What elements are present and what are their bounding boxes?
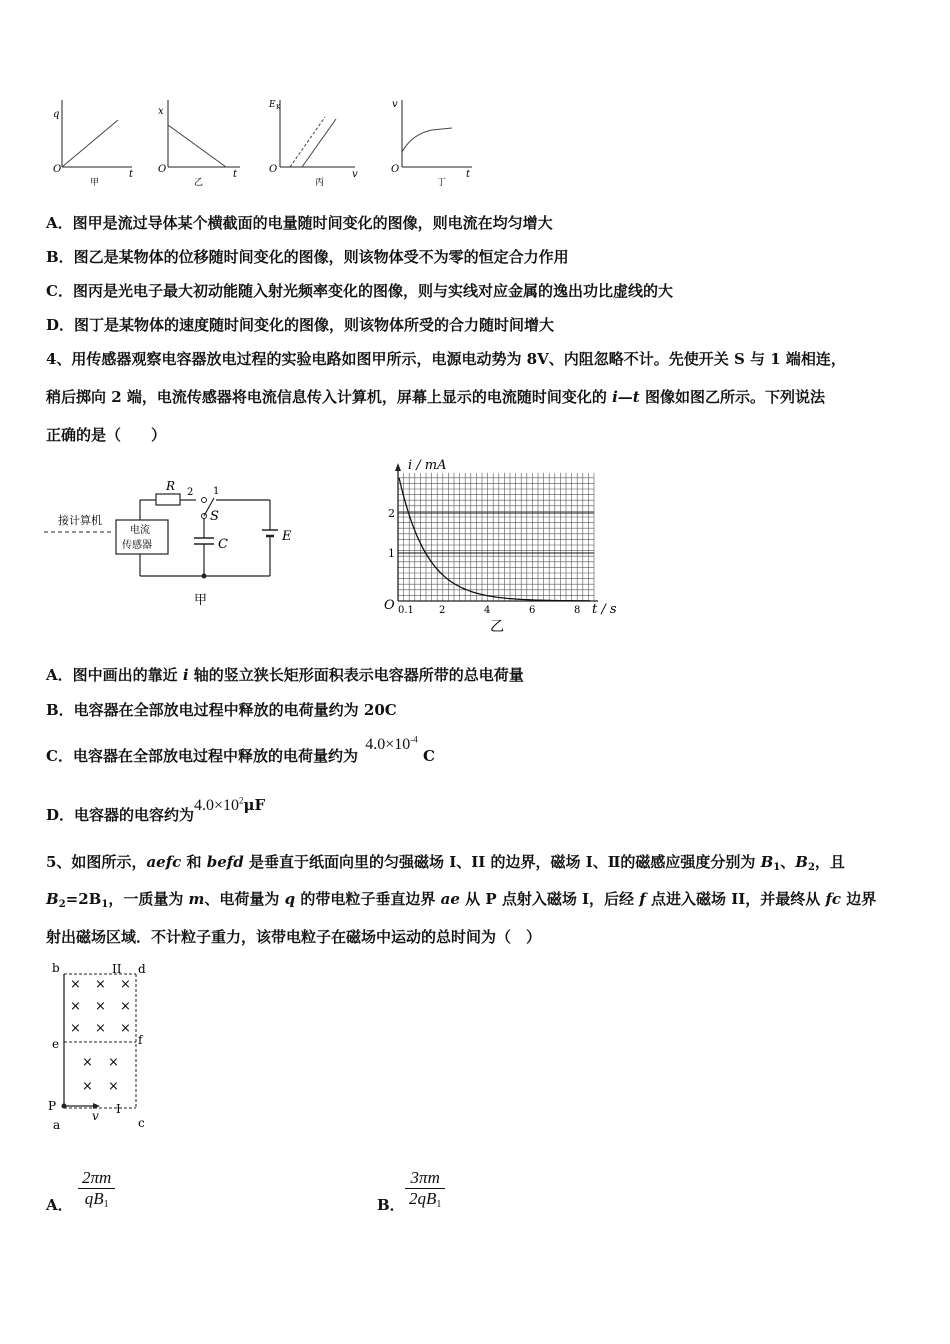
svg-text:C: C [218,537,228,552]
q3-option-d[interactable]: D．图丁是某物体的速度随时间变化的图像，则该物体所受的合力随时间增大 [46,316,555,334]
svg-text:丙: 丙 [315,178,325,188]
q5-stem-line1: 5、如图所示，aefc 和 befd 是垂直于纸面向里的匀强磁场 I、II 的边界，磁场 I、Ⅱ的磁感应强度分别为 $B_1$、$B_2$，且 [46,853,845,873]
field-cross: × [120,999,131,1014]
resistor-r [156,494,180,505]
field-cross: × [70,1021,81,1036]
magnetic-field-diagram [44,960,164,1135]
field-cross: × [120,977,131,992]
q3-option-a[interactable]: A．图甲是流过导体某个横截面的电量随时间变化的图像，则电流在均匀增大 [46,214,553,232]
xtick-0.1: 0.1 [398,605,414,616]
svg-text:v: v [352,169,358,180]
q5-option-b-fraction[interactable]: $\frac{3\pi m}{2qB_1}$ [405,1168,445,1210]
graph-x-t [158,100,240,188]
svg-text:d: d [138,962,146,976]
svg-text:O: O [53,164,62,175]
svg-text:f: f [138,1033,143,1047]
field-cross: × [95,977,106,992]
svg-text:v: v [92,1109,99,1123]
svg-text:甲: 甲 [194,593,208,608]
q4-option-b[interactable]: B．电容器在全部放电过程中释放的电荷量约为 20C [46,701,397,719]
field-cross: × [82,1055,93,1070]
graph-v-t [391,99,472,188]
q4-stem-line2: 稍后掷向 2 端，电流传感器将电流信息传入计算机，屏幕上显示的电流随时间变化的 i—t 图像如图乙所示。下列说法 [46,388,825,406]
field-cross: × [95,1021,106,1036]
field-crosses [70,977,131,1094]
circuit-diagram [44,480,314,610]
svg-text:乙: 乙 [490,619,504,635]
svg-text:K: K [276,104,281,111]
q3-option-c[interactable]: C．图丙是光电子最大初动能随入射光频率变化的图像，则与实线对应金属的逸出功比虚线的大 [46,282,673,300]
svg-text:S: S [210,509,219,524]
q4-option-a[interactable]: A．图中画出的靠近 i 轴的竖立狭长矩形面积表示电容器所带的总电荷量 [46,666,524,684]
q5-option-a-fraction[interactable]: $\frac{2\pi m}{qB_1}$ [78,1168,115,1210]
svg-text:1: 1 [213,486,220,497]
svg-text:c: c [138,1116,145,1130]
xtick-8: 8 [574,605,581,616]
q5-option-a-label[interactable]: A． [46,1196,73,1214]
current-time-graph [378,453,628,638]
q5-option-b-label[interactable]: B． [377,1196,405,1214]
field-cross: × [70,977,81,992]
svg-text:t: t [129,169,134,180]
q3-option-b[interactable]: B．图乙是某物体的位移随时间变化的图像，则该物体受不为零的恒定合力作用 [46,248,569,266]
q4-stem-line3: 正确的是（ ） [46,426,167,444]
svg-text:v: v [392,99,398,110]
svg-text:甲: 甲 [90,178,100,188]
field-cross: × [70,999,81,1014]
xtick-4: 4 [484,605,491,616]
field-cross: × [95,999,106,1014]
svg-text:丁: 丁 [437,178,447,188]
graph-ek-v [268,100,358,188]
svg-text:R: R [166,480,176,493]
xtick-6: 6 [529,605,536,616]
q4-stem-line1: 4、用传感器观察电容器放电过程的实验电路如图甲所示，电源电动势为 8V、内阻忽略不计。先使开关 S 与 1 端相连， [46,350,846,368]
svg-text:q: q [53,109,60,120]
q5-stem-line3: 射出磁场区域．不计粒子重力，该带电粒子在磁场中运动的总时间为（ ） [46,928,542,946]
field-cross: × [108,1079,119,1094]
svg-text:i / mA: i / mA [408,458,447,473]
field-cross: × [108,1055,119,1070]
svg-text:E: E [269,100,276,110]
svg-text:t: t [233,169,238,180]
svg-text:2: 2 [187,487,194,498]
svg-text:O: O [384,598,395,613]
svg-text:x: x [158,106,164,117]
svg-text:I: I [116,1102,121,1116]
svg-text:O: O [269,164,278,175]
field-cross: × [120,1021,131,1036]
svg-text:t: t [466,169,471,180]
motion-graphs [40,92,490,192]
svg-text:E: E [282,529,292,544]
q4-option-c[interactable]: C．电容器在全部放电过程中释放的电荷量约为 $4.0\times 10^{-4}$ C [46,734,435,765]
svg-text:P: P [48,1099,57,1113]
svg-text:电流: 电流 [130,525,150,536]
field-cross: × [82,1079,93,1094]
xtick-2: 2 [439,605,446,616]
svg-text:t / s: t / s [592,602,617,617]
ytick-2: 2 [388,507,395,520]
ytick-1: 1 [388,547,395,560]
graph-q-t [53,100,134,188]
svg-text:接计算机: 接计算机 [58,514,102,527]
q5-stem-line2: $B_2=2B_1$，一质量为 m、电荷量为 q 的带电粒子垂直边界 ae 从 P 点射入磁场 I，后经 f 点进入磁场 II，并最终从 fc 边界 [46,890,877,910]
svg-text:传感器: 传感器 [122,540,152,551]
svg-text:O: O [158,164,167,175]
svg-text:O: O [391,164,400,175]
svg-text:b: b [52,961,60,975]
svg-text:a: a [53,1118,61,1132]
graph-grid [398,473,594,601]
svg-text:II: II [112,962,122,976]
q4-option-d[interactable]: D．电容器的电容约为$4.0\times 10^2\mu F$ [46,795,266,824]
svg-text:e: e [52,1037,60,1051]
svg-text:乙: 乙 [194,178,204,188]
